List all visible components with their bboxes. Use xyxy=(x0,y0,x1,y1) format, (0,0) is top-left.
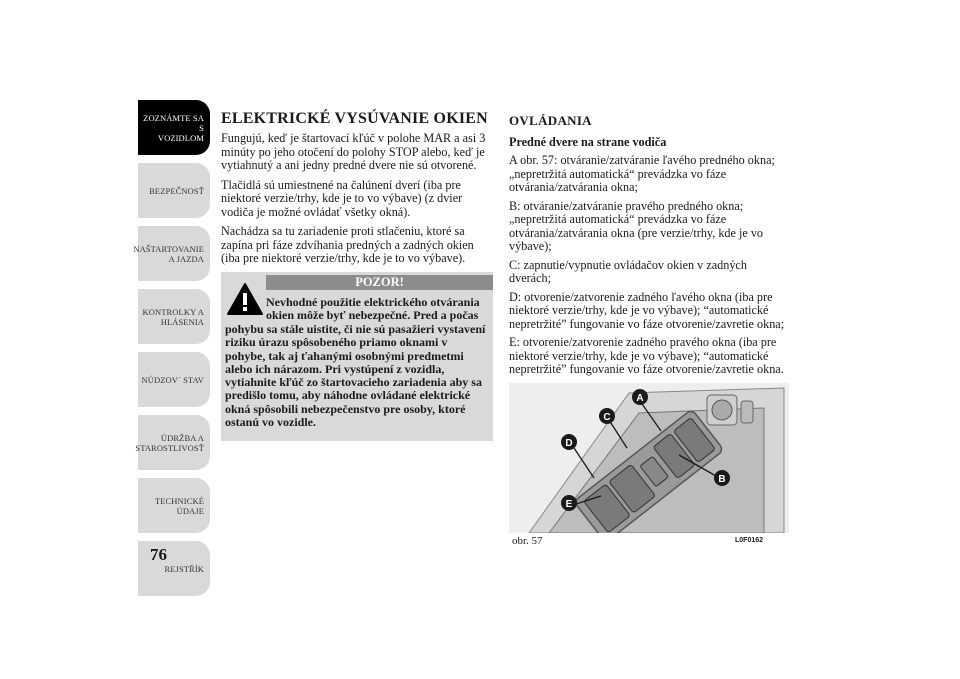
warning-body-text: pohybu sa stále uistite, či nie sú pasažieri vystavení riziku úrazu spôsobeného priamo oknami v pohybe, tak aj ťahanými osobnými predmetmi alebo ich nárazom. Pri vystúpení z vozidla, vytiahnite kľúč zo štartovacieho zariadenia aby sa predišlo tomu, aby náhodne ovládané elektrické okná spôsobili nebezpečenstvo pre osoby, ktoré ostanú vo vozidle. xyxy=(225,322,486,430)
figure-caption: obr. 57 xyxy=(512,535,543,547)
page-number: 76 xyxy=(150,545,167,564)
item-c: C: zapnutie/vypnutie ovládačov okien v zadných dverách; xyxy=(509,257,747,285)
tab-label: BEZPEČNOSŤ xyxy=(149,185,204,196)
sidebar-nav xyxy=(133,100,210,604)
tab-safety[interactable] xyxy=(138,163,210,218)
svg-text:D: D xyxy=(565,438,573,449)
tab-maintenance[interactable] xyxy=(135,415,210,470)
right-column xyxy=(509,113,789,382)
paragraph-anti-pinch: Nachádza sa tu zariadenie proti stlačeniu, ktoré sa zapína pri fáze zdvíhania predných a zadných okien (iba pre niektoré verzie/trhy, kde je to vo výbave). xyxy=(221,224,474,265)
svg-text:E: E xyxy=(565,499,573,510)
warning-box xyxy=(221,272,493,441)
label-c xyxy=(599,408,615,424)
tab-vehicle-intro[interactable] xyxy=(138,100,210,155)
tab-index[interactable] xyxy=(138,541,210,596)
tab-label: REJSTŘÍK xyxy=(164,563,204,574)
label-b xyxy=(714,470,730,486)
tab-starting-driving[interactable] xyxy=(133,226,210,281)
tab-label: TECHNICKÉ ÚDAJE xyxy=(154,495,204,516)
tab-label: NAŠTARTOVANIE A JAZDA xyxy=(133,243,204,264)
svg-text:B: B xyxy=(718,474,726,485)
tab-label: KONTROLKY A HLÁSENIA xyxy=(142,306,204,327)
left-column xyxy=(221,110,493,272)
tab-label: ZOZNÁMTE SA S VOZIDLOM xyxy=(143,112,204,143)
driver-door-subtitle: Predné dvere na strane vodiča xyxy=(509,135,667,149)
paragraph-operation: Fungujú, keď je štartovací kľúč v polohe MAR a asi 3 minúty po jeho otočení do polohy STOP alebo, keď je vytiahnutý a ani jedny predné dvere nie sú otvorené. xyxy=(221,131,486,172)
item-a: A obr. 57: otváranie/zatváranie ľavého predného okna; „nepretržitá automatická“ prevádzka vo fáze otvárania/zatvárania okna; xyxy=(509,153,775,194)
warning-triangle-icon xyxy=(226,282,264,316)
label-e xyxy=(561,495,577,511)
item-b: B: otváranie/zatváranie pravého predného okna; „nepretržitá automatická“ prevádzka vo fáze otvárania/zatvárania okna (pre verzie/trhy, kde je vo výbave); xyxy=(509,198,764,253)
figure-code: L0F0162 xyxy=(735,537,764,544)
warning-lead-text: Nevhodné použitie elektrického otvárania okien môže byť nebezpečné. Pred a počas xyxy=(266,295,480,323)
window-controls-figure xyxy=(509,383,789,533)
item-e: E: otvorenie/zatvorenie zadného pravého okna (iba pre niektoré verzie/trhy, kde je vo výbave); “automatické nepretržité” fungovanie vo fáze otvorenie/zavretie okna. xyxy=(509,335,784,376)
section-title: ELEKTRICKÉ VYSÚVANIE OKIEN xyxy=(221,110,488,127)
tab-emergency[interactable] xyxy=(138,352,210,407)
label-d xyxy=(561,434,577,450)
tab-label: ÚDRŽBA A STAROSTLIVOSŤ xyxy=(135,432,204,453)
tab-technical-data[interactable] xyxy=(138,478,210,533)
tab-warning-lights[interactable] xyxy=(138,289,210,344)
controls-title: OVLÁDANIA xyxy=(509,113,592,128)
warning-heading: POZOR! xyxy=(266,275,493,290)
svg-text:A: A xyxy=(636,393,644,404)
item-d: D: otvorenie/zatvorenie zadného ľavého okna (iba pre niektoré verzie/trhy, kde je vo výbave); “automatické nepretržité” fungovanie vo fáze otvorenie/zavretie okna; xyxy=(509,289,785,331)
paragraph-buttons: Tlačidlá sú umiestnené na čalúnení dverí (iba pre niektoré verzie/trhy, kde je to vo výbave) (z dvier vodiča je možné ovládať všetky okná). xyxy=(221,177,463,219)
svg-text:C: C xyxy=(603,412,611,423)
label-a xyxy=(632,389,648,405)
tab-label: NÚDZOV´ STAV xyxy=(141,374,204,385)
